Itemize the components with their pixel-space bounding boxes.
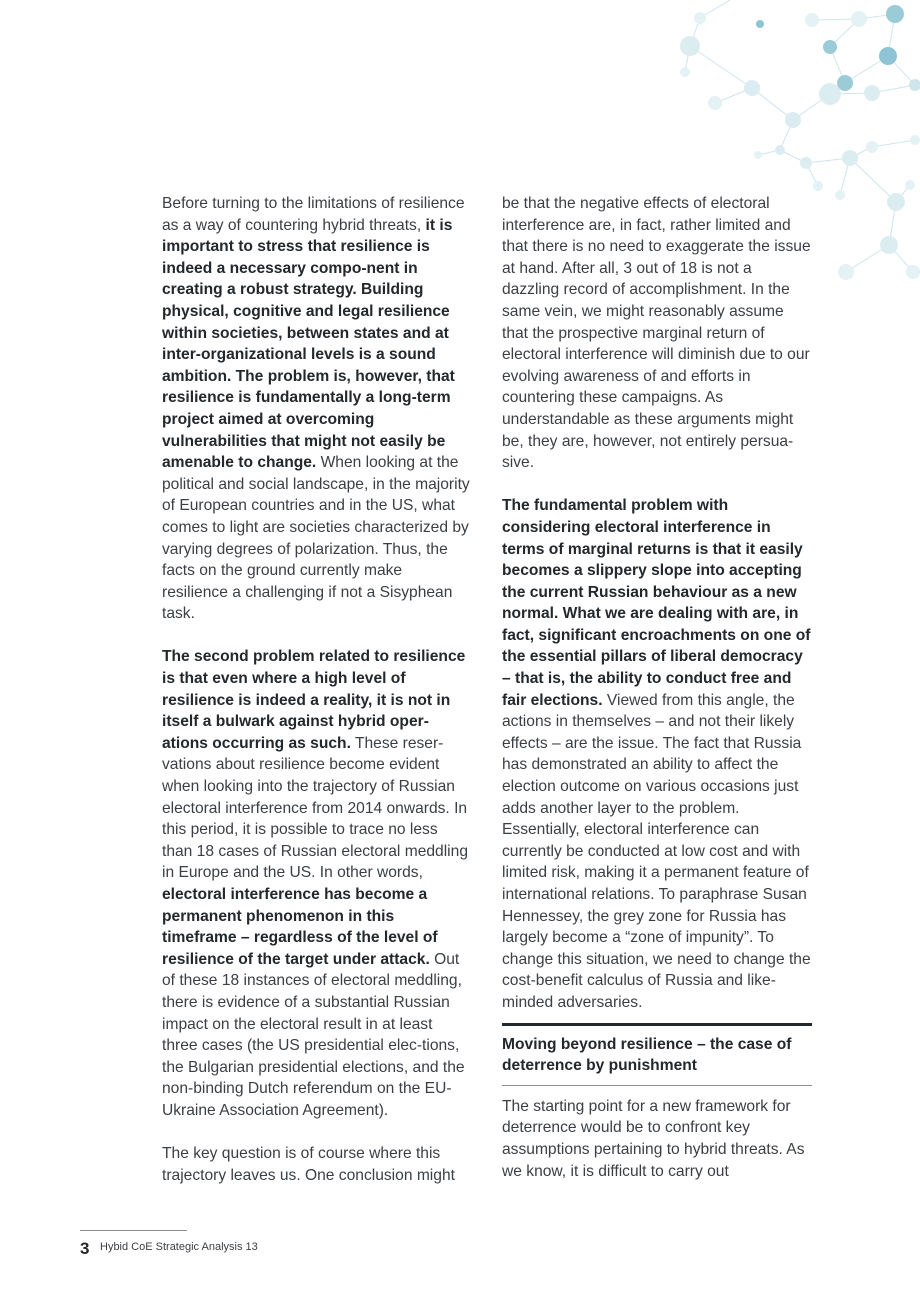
right-column bbox=[502, 193, 812, 1204]
paragraph-text: When looking at the political and social landscape, in the majority of European countries and in the US, what comes to light are societies characterized by varying degrees of polarization. Thus, the facts on the ground currently make resilience a challenging if not a Sisyphean task. bbox=[162, 454, 470, 623]
emphasis-text: The second problem related to resilience is that even where a high level of resilience is indeed a reality, it is not in itself a bulwark against hybrid oper-ations occurring as such. bbox=[162, 648, 466, 752]
paragraph-text: Out of these 18 instances of electoral meddling, there is evidence of a substantial Russian impact on the electoral result in at least three cases (the US presidential elec-tions, the Bulgarian presidential elections, and the non-binding Dutch referendum on the EU-Ukraine Association Agreement). bbox=[162, 950, 465, 1119]
paragraph-text: be that the negative effects of electoral interference are, in fact, rather limited and that there is no need to exaggerate the issue at hand. After all, 3 out of 18 is not a dazzling record of accomplishment. In the same vein, we might reasonably assume that the prospective marginal return of electoral interference will diminish due to our evolving awareness of and efforts in countering these campaigns. As understandable as these arguments might be, they are, however, not entirely persua-sive. bbox=[502, 195, 811, 472]
paragraph-resilience-intro bbox=[162, 193, 472, 625]
paragraph-marginal-effects bbox=[502, 193, 812, 474]
footer-divider bbox=[80, 1230, 187, 1231]
emphasis-text: The fundamental problem with considering electoral interference in terms of marginal returns is that it easily becomes a slippery slope into accepting the current Russian behaviour as a new normal. What we are dealing with are, in fact, significant encroachments on one of the essential pillars of liberal democracy – that is, the ability to conduct free and fair elections. bbox=[502, 497, 811, 709]
paragraph-text: These reser-vations about resilience become evident when looking into the trajectory of Russian electoral interference from 2014 onwards. In this period, it is possible to trace no less than 18 cases of Russian electoral meddling in Europe and the US. In other words, bbox=[162, 734, 468, 882]
paragraph-new-framework bbox=[502, 1096, 812, 1182]
left-column bbox=[162, 193, 472, 1208]
paragraph-text: Viewed from this angle, the actions in themselves – and not their likely effects – are the issue. The fact that Russia has demonstrated an ability to affect the election outcome on various occasions just adds another layer to the problem. Essentially, electoral interference can currently be conducted at low cost and with limited risk, making it a permanent feature of international relations. To paraphrase Susan Hennessey, the grey zone for Russia has largely become a “zone of impunity”. To change this situation, we need to change the cost-benefit calculus of Russia and like-minded adversaries. bbox=[502, 691, 811, 1011]
paragraph-text: The key question is of course where this trajectory leaves us. One conclusion might bbox=[162, 1145, 455, 1184]
section-divider-thick bbox=[502, 1023, 812, 1026]
paragraph-text: The starting point for a new framework for deterrence would be to confront key assumptions pertaining to hybrid threats. As we know, it is difficult to carry out bbox=[502, 1097, 805, 1180]
emphasis-text: it is important to stress that resilience is indeed a necessary compo-nent in creating a robust strategy. Building physical, cognitive and legal resilience within societies, between states and at inter-organizational levels is a sound ambition. The problem is, however, that resilience is fundamentally a long-term project aimed at overcoming vulnerabilities that might not easily be amenable to change. bbox=[162, 216, 455, 472]
paragraph-second-problem bbox=[162, 646, 472, 1121]
emphasis-text: electoral interference has become a permanent phenomenon in this timeframe – regardless of the level of resilience of the target under attack. bbox=[162, 886, 438, 968]
paragraph-key-question bbox=[162, 1143, 472, 1186]
paragraph-fundamental-problem bbox=[502, 495, 812, 1013]
page-number: 3 bbox=[80, 1239, 90, 1258]
publication-title: Hybid CoE Strategic Analysis 13 bbox=[100, 1241, 258, 1253]
section-heading: Moving beyond resilience – the case of deterrence by punishment bbox=[502, 1035, 792, 1075]
paragraph-text: Before turning to the limitations of resilience as a way of countering hybrid threats, bbox=[162, 195, 465, 234]
section-divider-thin bbox=[502, 1085, 812, 1086]
